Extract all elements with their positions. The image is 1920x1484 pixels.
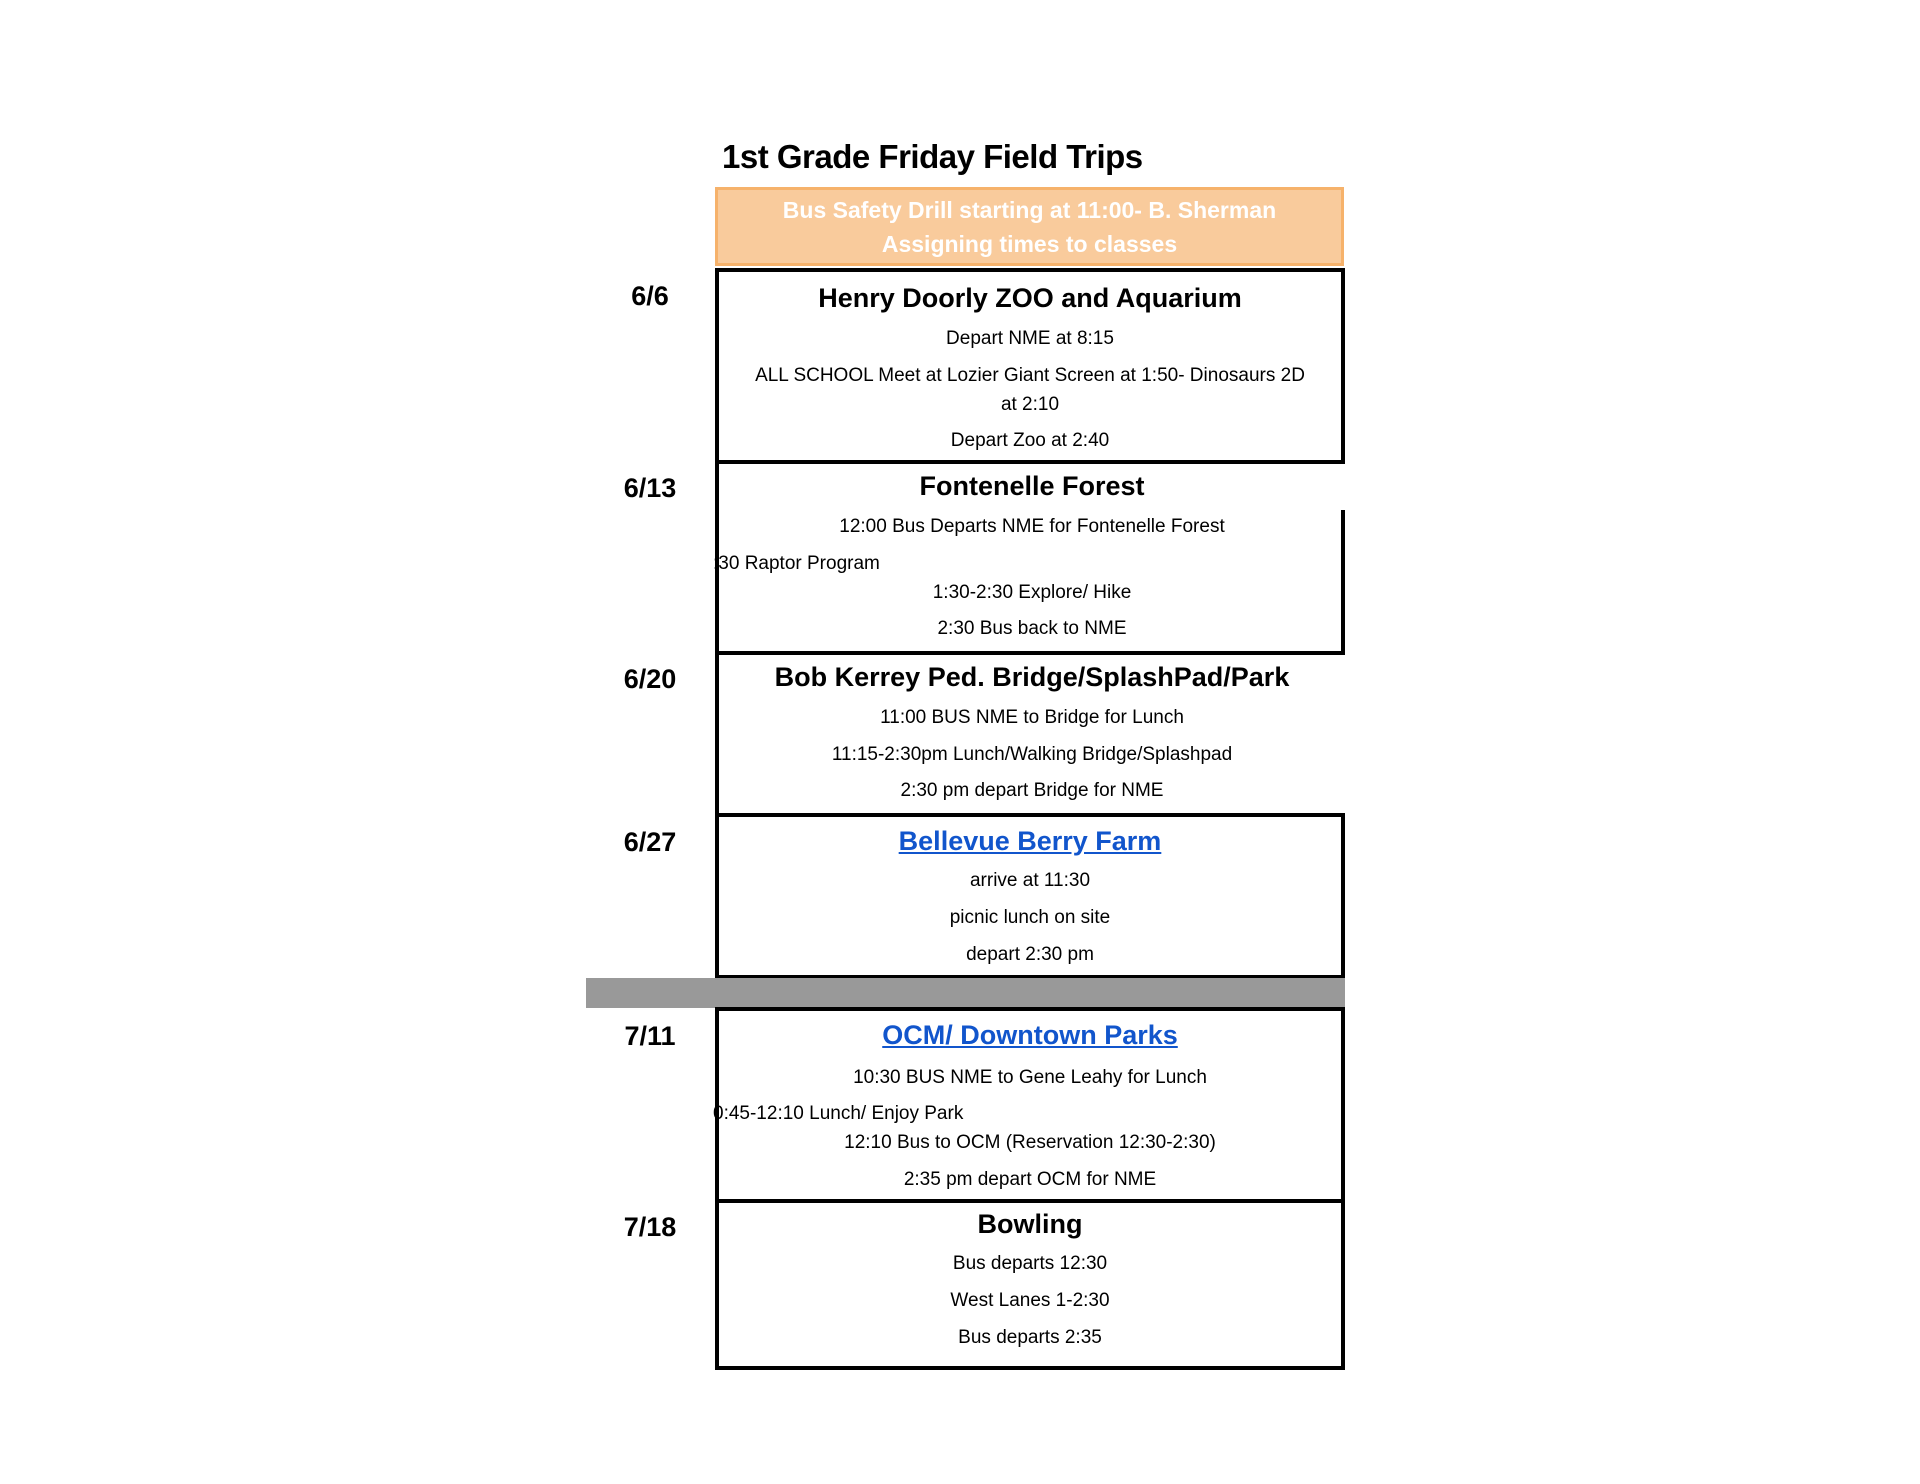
trip-line: 1:30-2:30 Explore/ Hike <box>932 582 1132 603</box>
trip-line: ALL SCHOOL Meet at Lozier Giant Screen at 1:50- Dinosaurs 2D <box>755 365 1305 386</box>
trip-box-bowling <box>715 1203 1345 1370</box>
trip-box-berry-farm <box>715 813 1345 979</box>
trip-date: 7/18 <box>623 1212 677 1242</box>
trip-line: arrive at 11:30 <box>969 870 1091 891</box>
trip-line: depart 2:30 pm <box>966 944 1094 965</box>
trip-line: 11:15-2:30pm Lunch/Walking Bridge/Splashpad <box>831 744 1233 765</box>
trip-line: Depart NME at 8:15 <box>946 328 1114 349</box>
trip-line: Bus departs 12:30 <box>952 1253 1108 1274</box>
trip-line: :30 Raptor Program <box>713 553 880 574</box>
trip-box-zoo <box>715 268 1345 464</box>
trip-box-fontenelle <box>715 460 1345 655</box>
trip-heading: Bowling <box>977 1209 1083 1239</box>
trip-heading: Fontenelle Forest <box>919 471 1145 501</box>
trip-line: at 2:10 <box>1000 394 1060 415</box>
trip-date: 6/27 <box>623 827 677 857</box>
trip-heading-link[interactable]: Bellevue Berry Farm <box>898 826 1162 856</box>
trip-line: 2:35 pm depart OCM for NME <box>903 1169 1157 1190</box>
trip-heading: Henry Doorly ZOO and Aquarium <box>818 283 1242 313</box>
trip-line: 12:10 Bus to OCM (Reservation 12:30-2:30) <box>844 1132 1216 1153</box>
box-border-right <box>1341 510 1345 655</box>
trip-line: 0:45-12:10 Lunch/ Enjoy Park <box>713 1103 964 1124</box>
banner-line-1: Bus Safety Drill starting at 11:00- B. Sherman <box>782 196 1277 223</box>
trip-box-bridge <box>715 651 1345 817</box>
trip-box-ocm <box>715 1007 1345 1203</box>
separator-bar <box>586 978 1345 1008</box>
trip-line: 11:00 BUS NME to Bridge for Lunch <box>880 707 1184 728</box>
trip-date: 6/6 <box>631 281 669 311</box>
trip-line: West Lanes 1-2:30 <box>950 1290 1110 1311</box>
trip-date: 7/11 <box>624 1021 676 1051</box>
banner-line-2: Assigning times to classes <box>881 230 1178 257</box>
bus-safety-banner <box>715 187 1344 266</box>
trip-line: Bus departs 2:35 <box>958 1327 1102 1348</box>
trip-line: 10:30 BUS NME to Gene Leahy for Lunch <box>853 1067 1207 1088</box>
trip-line: Depart Zoo at 2:40 <box>950 430 1110 451</box>
trip-line: 2:30 Bus back to NME <box>937 618 1127 639</box>
page-title: 1st Grade Friday Field Trips <box>722 138 1143 175</box>
trip-heading-link[interactable]: OCM/ Downtown Parks <box>882 1020 1178 1050</box>
trip-line: picnic lunch on site <box>949 907 1111 928</box>
trip-line: 12:00 Bus Departs NME for Fontenelle Forest <box>839 516 1225 537</box>
trip-line: 2:30 pm depart Bridge for NME <box>900 780 1164 801</box>
trip-date: 6/20 <box>623 664 677 694</box>
trip-heading: Bob Kerrey Ped. Bridge/SplashPad/Park <box>774 662 1290 692</box>
trip-date: 6/13 <box>623 473 677 503</box>
